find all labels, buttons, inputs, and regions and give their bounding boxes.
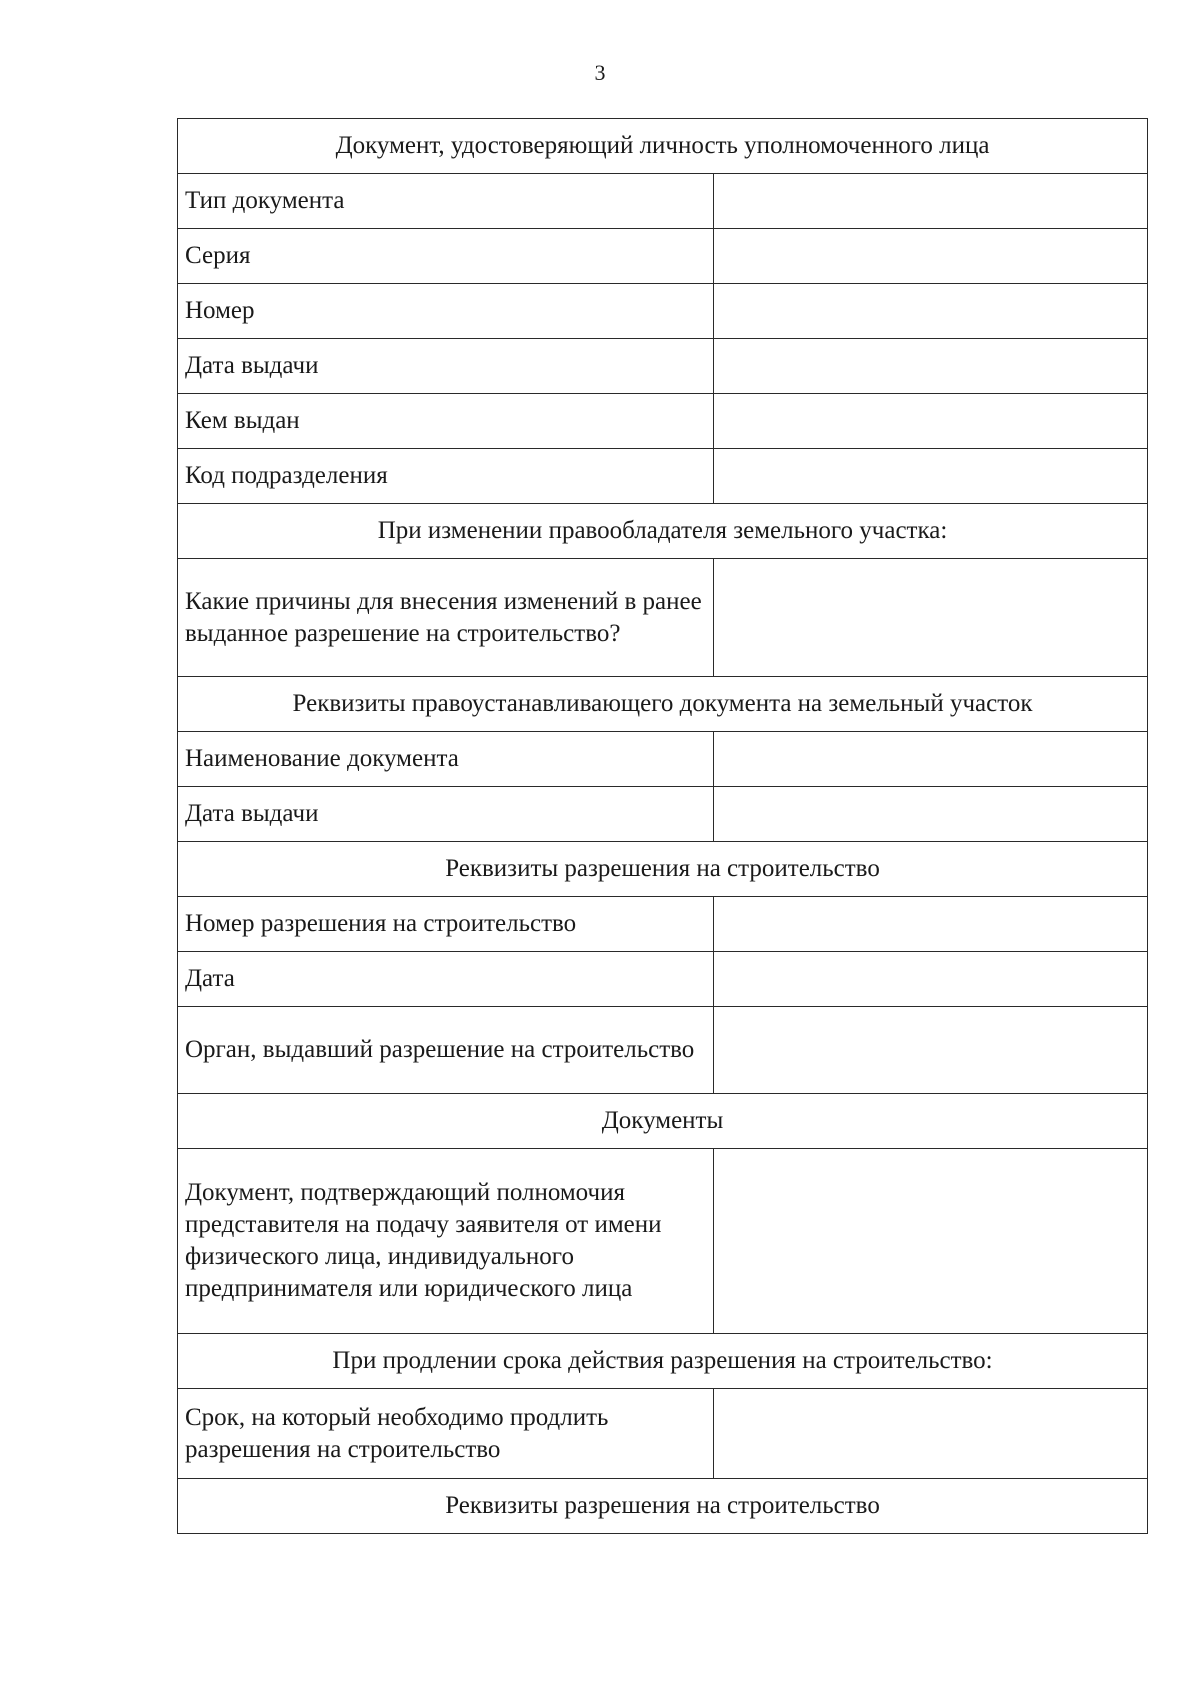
form-row bbox=[178, 449, 1148, 504]
form-row bbox=[178, 174, 1148, 229]
form-row bbox=[178, 732, 1148, 787]
field-label: Кем выдан bbox=[178, 394, 714, 449]
field-label: Номер разрешения на строительство bbox=[178, 897, 714, 952]
form-row bbox=[178, 1389, 1148, 1479]
field-label: Срок, на который необходимо продлить разрешения на строительство bbox=[178, 1389, 714, 1479]
form-row bbox=[178, 1149, 1148, 1334]
section-title: Реквизиты разрешения на строительство bbox=[178, 1479, 1148, 1534]
power-of-attorney-field[interactable] bbox=[714, 1149, 1148, 1334]
section-header bbox=[178, 1479, 1148, 1534]
form-row bbox=[178, 284, 1148, 339]
form-row bbox=[178, 1007, 1148, 1094]
section-title: Документ, удостоверяющий личность уполномоченного лица bbox=[178, 119, 1148, 174]
field-label: Дата выдачи bbox=[178, 339, 714, 394]
permit-number-field[interactable] bbox=[714, 897, 1148, 952]
field-label: Код подразделения bbox=[178, 449, 714, 504]
field-label: Документ, подтверждающий полномочия представителя на подачу заявителя от имени физического лица, индивидуального предпринимателя или юридического лица bbox=[178, 1149, 714, 1334]
field-label: Тип документа bbox=[178, 174, 714, 229]
section-title: Реквизиты разрешения на строительство bbox=[178, 842, 1148, 897]
issuing-authority-field[interactable] bbox=[714, 1007, 1148, 1094]
section-header bbox=[178, 842, 1148, 897]
land-doc-issue-date-field[interactable] bbox=[714, 787, 1148, 842]
form-row bbox=[178, 897, 1148, 952]
issued-by-field[interactable] bbox=[714, 394, 1148, 449]
field-label: Дата bbox=[178, 952, 714, 1007]
field-label: Какие причины для внесения изменений в ранее выданное разрешение на строительство? bbox=[178, 559, 714, 677]
field-label: Наименование документа bbox=[178, 732, 714, 787]
field-label: Серия bbox=[178, 229, 714, 284]
permit-date-field[interactable] bbox=[714, 952, 1148, 1007]
document-name-field[interactable] bbox=[714, 732, 1148, 787]
page-number: 3 bbox=[594, 60, 606, 85]
form-row bbox=[178, 339, 1148, 394]
issue-date-field[interactable] bbox=[714, 339, 1148, 394]
number-field[interactable] bbox=[714, 284, 1148, 339]
field-label: Номер bbox=[178, 284, 714, 339]
section-title: При изменении правообладателя земельного участка: bbox=[178, 504, 1148, 559]
change-reasons-field[interactable] bbox=[714, 559, 1148, 677]
form-row bbox=[178, 787, 1148, 842]
section-title: Документы bbox=[178, 1094, 1148, 1149]
extension-term-field[interactable] bbox=[714, 1389, 1148, 1479]
section-header bbox=[178, 119, 1148, 174]
form-row bbox=[178, 952, 1148, 1007]
form-row bbox=[178, 229, 1148, 284]
application-form-table bbox=[177, 118, 1148, 1534]
section-header bbox=[178, 504, 1148, 559]
series-field[interactable] bbox=[714, 229, 1148, 284]
section-header bbox=[178, 1334, 1148, 1389]
form-row bbox=[178, 394, 1148, 449]
form-row bbox=[178, 559, 1148, 677]
section-header bbox=[178, 677, 1148, 732]
department-code-field[interactable] bbox=[714, 449, 1148, 504]
document-type-field[interactable] bbox=[714, 174, 1148, 229]
section-title: При продлении срока действия разрешения на строительство: bbox=[178, 1334, 1148, 1389]
section-title: Реквизиты правоустанавливающего документа на земельный участок bbox=[178, 677, 1148, 732]
section-header bbox=[178, 1094, 1148, 1149]
field-label: Дата выдачи bbox=[178, 787, 714, 842]
field-label: Орган, выдавший разрешение на строительство bbox=[178, 1007, 714, 1094]
